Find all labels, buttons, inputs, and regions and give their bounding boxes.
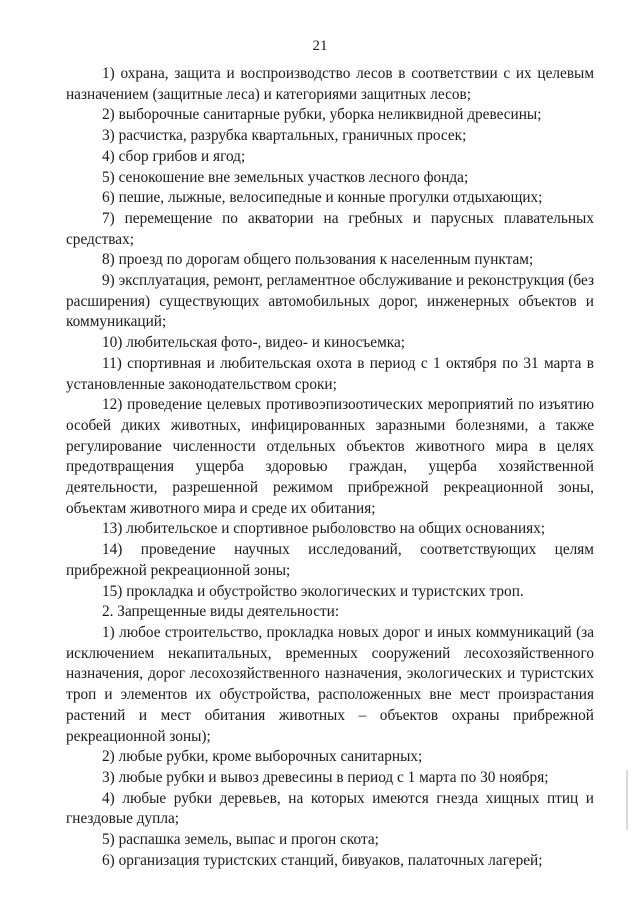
paragraph-4: 4) сбор грибов и ягод; bbox=[102, 147, 246, 165]
paragraph-3: 3) расчистка, разрубка квартальных, граничных просек; bbox=[102, 127, 467, 145]
prohibited-item-6: 6) организация туристских станций, бивуаков, палаточных лагерей; bbox=[102, 851, 543, 869]
prohibited-item-4: 4) любые рубки деревьев, на которых имеются гнезда хищных птиц и гнездовые дупла; bbox=[66, 789, 594, 828]
scan-edge-mark bbox=[626, 770, 628, 830]
paragraph-13: 13) любительское и спортивное рыболовство на общих основаниях; bbox=[102, 520, 546, 538]
document-body bbox=[66, 64, 594, 871]
section-heading-prohibited: 2. Запрещенные виды деятельности: bbox=[102, 603, 340, 621]
prohibited-item-5: 5) распашка земель, выпас и прогон скота; bbox=[102, 831, 379, 849]
prohibited-item-3: 3) любые рубки и вывоз древесины в период с 1 марта по 30 ноября; bbox=[102, 768, 549, 786]
paragraph-10: 10) любительская фото-, видео- и киносъемка; bbox=[102, 334, 406, 352]
paragraph-2: 2) выборочные санитарные рубки, уборка неликвидной древесины; bbox=[102, 106, 542, 124]
prohibited-item-2: 2) любые рубки, кроме выборочных санитарных; bbox=[102, 748, 423, 766]
paragraph-11: 11) спортивная и любительская охота в период с 1 октября по 31 марта в установленные законодательством сроки; bbox=[66, 354, 594, 393]
paragraph-9: 9) эксплуатация, ремонт, регламентное обслуживание и реконструкция (без расширения) существующих автомобильных дорог, инженерных объектов и коммуникаций; bbox=[66, 272, 594, 331]
paragraph-8: 8) проезд по дорогам общего пользования к населенным пунктам; bbox=[102, 251, 534, 269]
paragraph-12: 12) проведение целевых противоэпизоотических мероприятий по изъятию особей диких животных, инфицированных заразными болезнями, а также регулирование численности отдельных объектов животного мира в целях предотвращения ущерба здоровью граждан, ущерба хозяйственной деятельности, разрешенной режимом прибрежной рекреационной зоны, объектам животного мира и среде их обитания; bbox=[66, 396, 594, 517]
paragraph-7: 7) перемещение по акватории на гребных и парусных плавательных средствах; bbox=[66, 209, 594, 248]
paragraph-15: 15) прокладка и обустройство экологических и туристских троп. bbox=[102, 582, 524, 600]
paragraph-14: 14) проведение научных исследований, соответствующих целям прибрежной рекреационной зоны; bbox=[66, 541, 594, 579]
page-number: 21 bbox=[312, 38, 328, 54]
prohibited-item-1: 1) любое строительство, прокладка новых дорог и иных коммуникаций (за исключением некапитальных, временных сооружений лесохозяйственного назначения, дорог лесохозяйственного назначения, экологических и туристских троп и элементов их обустройства, расположенных вне мест произрастания растений и мест обитания животных – объектов охраны прибрежной рекреационной зоны); bbox=[66, 623, 594, 745]
paragraph-1: 1) охрана, защита и воспроизводство лесов в соответствии с их целевым назначением (защитные леса) и категориями защитных лесов; bbox=[66, 65, 594, 103]
paragraph-6: 6) пешие, лыжные, велосипедные и конные прогулки отдыхающих; bbox=[102, 189, 543, 207]
paragraph-5: 5) сенокошение вне земельных участков лесного фонда; bbox=[102, 168, 469, 186]
